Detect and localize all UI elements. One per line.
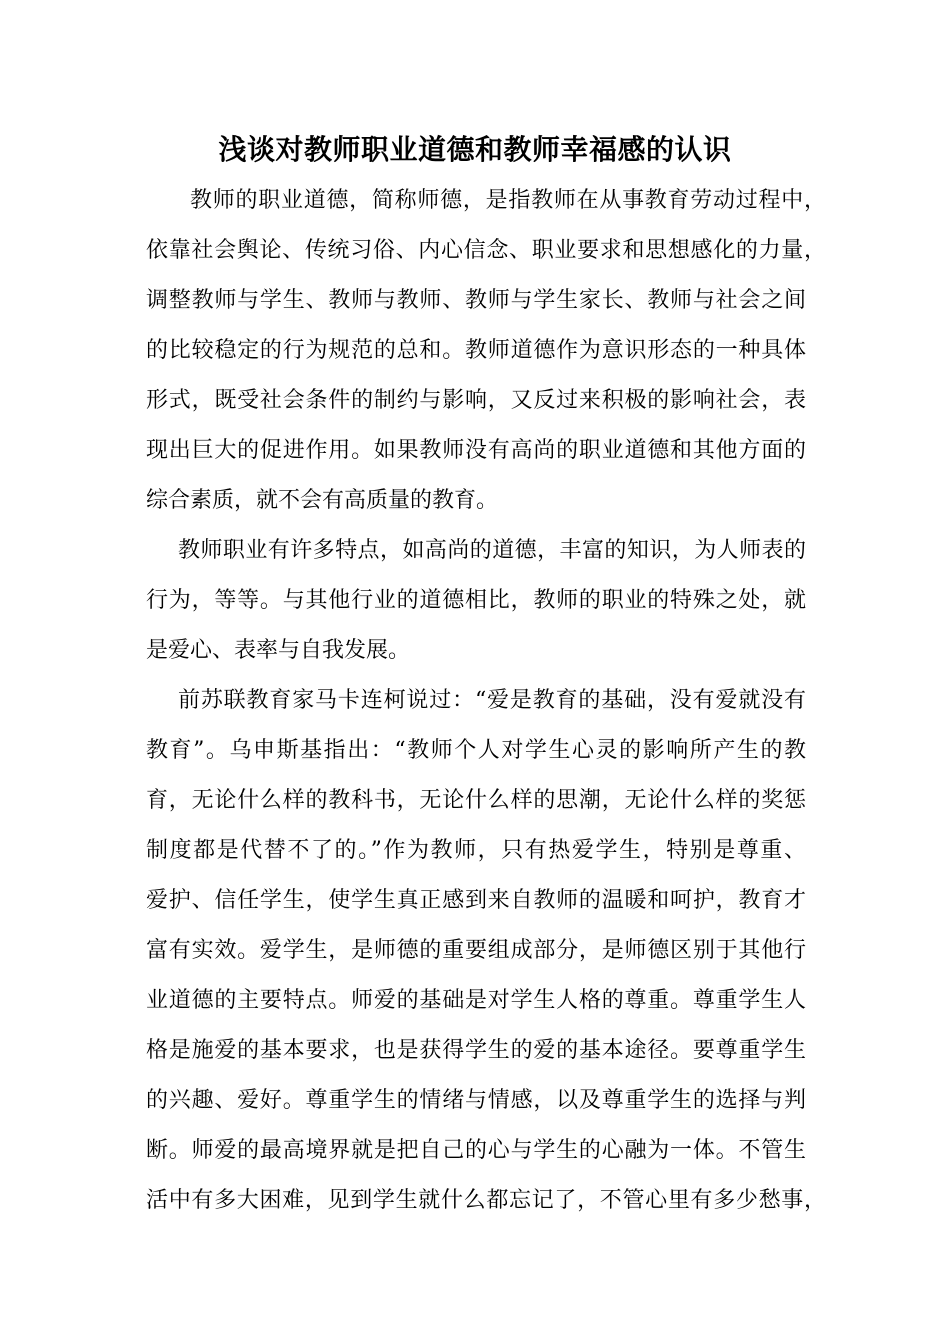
paragraph-3-line-4: 制度都是代替不了的。”作为教师，只有热爱学生，特别是尊重、 — [146, 838, 806, 863]
paragraph-2-line-2: 行为，等等。与其他行业的道德相比，教师的职业的特殊之处，就 — [146, 588, 806, 613]
paragraph-3-line-11: 活中有多大困难，见到学生就什么都忘记了，不管心里有多少愁事， — [146, 1188, 826, 1213]
paragraph-1-line-4: 的比较稳定的行为规范的总和。教师道德作为意识形态的一种具体 — [146, 338, 806, 363]
paragraph-3-line-8: 格是施爱的基本要求，也是获得学生的爱的基本途径。要尊重学生 — [146, 1038, 806, 1063]
paragraph-3-line-2: 教育”。乌申斯基指出：“教师个人对学生心灵的影响所产生的教 — [146, 738, 806, 763]
paragraph-3-line-3: 育，无论什么样的教科书，无论什么样的思潮，无论什么样的奖惩 — [146, 788, 806, 813]
document-title: 浅谈对教师职业道德和教师幸福感的认识 — [218, 133, 732, 166]
paragraph-1-line-2: 依靠社会舆论、传统习俗、内心信念、职业要求和思想感化的力量， — [146, 238, 826, 263]
paragraph-3-line-7: 业道德的主要特点。师爱的基础是对学生人格的尊重。尊重学生人 — [146, 988, 806, 1013]
paragraph-2-line-3: 是爱心、表率与自我发展。 — [146, 638, 411, 663]
paragraph-1-line-7: 综合素质，就不会有高质量的教育。 — [146, 488, 499, 513]
paragraph-1-line-1: 教师的职业道德，简称师德，是指教师在从事教育劳动过程中， — [190, 188, 826, 213]
paragraph-1-line-3: 调整教师与学生、教师与教师、教师与学生家长、教师与社会之间 — [146, 288, 806, 313]
paragraph-3-line-10: 断。师爱的最高境界就是把自己的心与学生的心融为一体。不管生 — [146, 1138, 806, 1163]
paragraph-1-line-5: 形式，既受社会条件的制约与影响，又反过来积极的影响社会，表 — [146, 388, 806, 413]
paragraph-2-line-1: 教师职业有许多特点，如高尚的道德，丰富的知识，为人师表的 — [178, 538, 806, 563]
paragraph-3-line-1: 前苏联教育家马卡连柯说过：“爱是教育的基础，没有爱就没有 — [178, 688, 806, 713]
paragraph-1-line-6: 现出巨大的促进作用。如果教师没有高尚的职业道德和其他方面的 — [146, 438, 806, 463]
paragraph-3-line-6: 富有实效。爱学生，是师德的重要组成部分，是师德区别于其他行 — [146, 938, 806, 963]
paragraph-3-line-9: 的兴趣、爱好。尊重学生的情绪与情感，以及尊重学生的选择与判 — [146, 1088, 806, 1113]
paragraph-3-line-5: 爱护、信任学生，使学生真正感到来自教师的温暖和呵护，教育才 — [146, 888, 806, 913]
